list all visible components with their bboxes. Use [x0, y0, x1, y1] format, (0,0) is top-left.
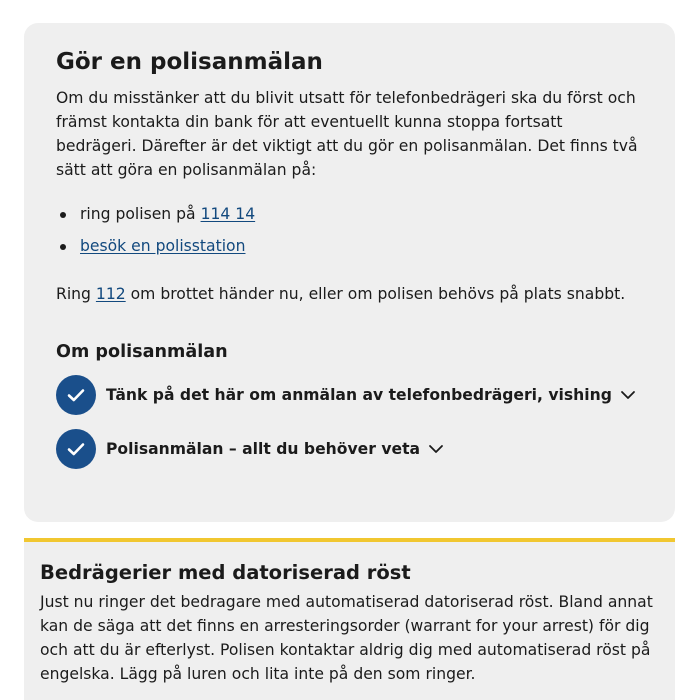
emergency-text: [56, 282, 643, 306]
report-options-list: [56, 202, 643, 258]
notice-body: Just nu ringer det bedragare med automatiserad datoriserad röst. Bland annat kan de säga att det finns en arresteringsorder (warrant for your arrest) för dig och att du är efterlyst. Polisen kontaktar aldrig dig med automatiserad röst på engelska. Lägg på luren och lita inte på den som ringer.: [40, 593, 653, 683]
emergency-suffix: om brottet händer nu, eller om polisen behövs på plats snabbt.: [125, 285, 626, 303]
accordion-label: Polisanmälan – allt du behöver veta: [106, 440, 421, 458]
computerized-voice-notice: [24, 538, 675, 700]
report-title: Gör en polisanmälan: [56, 49, 323, 75]
option-text: ring polisen på: [80, 205, 201, 223]
check-icon: [56, 429, 96, 469]
visit-police-station-link[interactable]: besök en polisstation: [80, 237, 246, 255]
notice-title: Bedrägerier med datoriserad röst: [40, 561, 411, 584]
list-item: [56, 234, 643, 258]
list-item: [56, 202, 643, 226]
accordion-vishing[interactable]: [56, 375, 643, 415]
emergency-112-link[interactable]: 112: [95, 285, 126, 303]
chevron-down-icon: [620, 390, 636, 400]
check-icon: [56, 375, 96, 415]
accordion-label: Tänk på det här om anmälan av telefonbedrägeri, vishing: [106, 386, 612, 404]
report-intro: Om du misstänker att du blivit utsatt för telefonbedrägeri ska du först och främst kontakta din bank för att eventuellt kunna stoppa fortsatt bedrägeri. Därefter är det viktigt att du gör en polisanmälan. Det finns två sätt att göra en polisanmälan på:: [56, 89, 638, 179]
accordion-police-report-info[interactable]: [56, 429, 643, 469]
about-report-heading: Om polisanmälan: [56, 342, 228, 362]
phone-114-14-link[interactable]: 114 14: [200, 205, 256, 223]
emergency-prefix: Ring: [56, 285, 96, 303]
chevron-down-icon: [428, 444, 444, 454]
police-report-card: [24, 23, 675, 522]
